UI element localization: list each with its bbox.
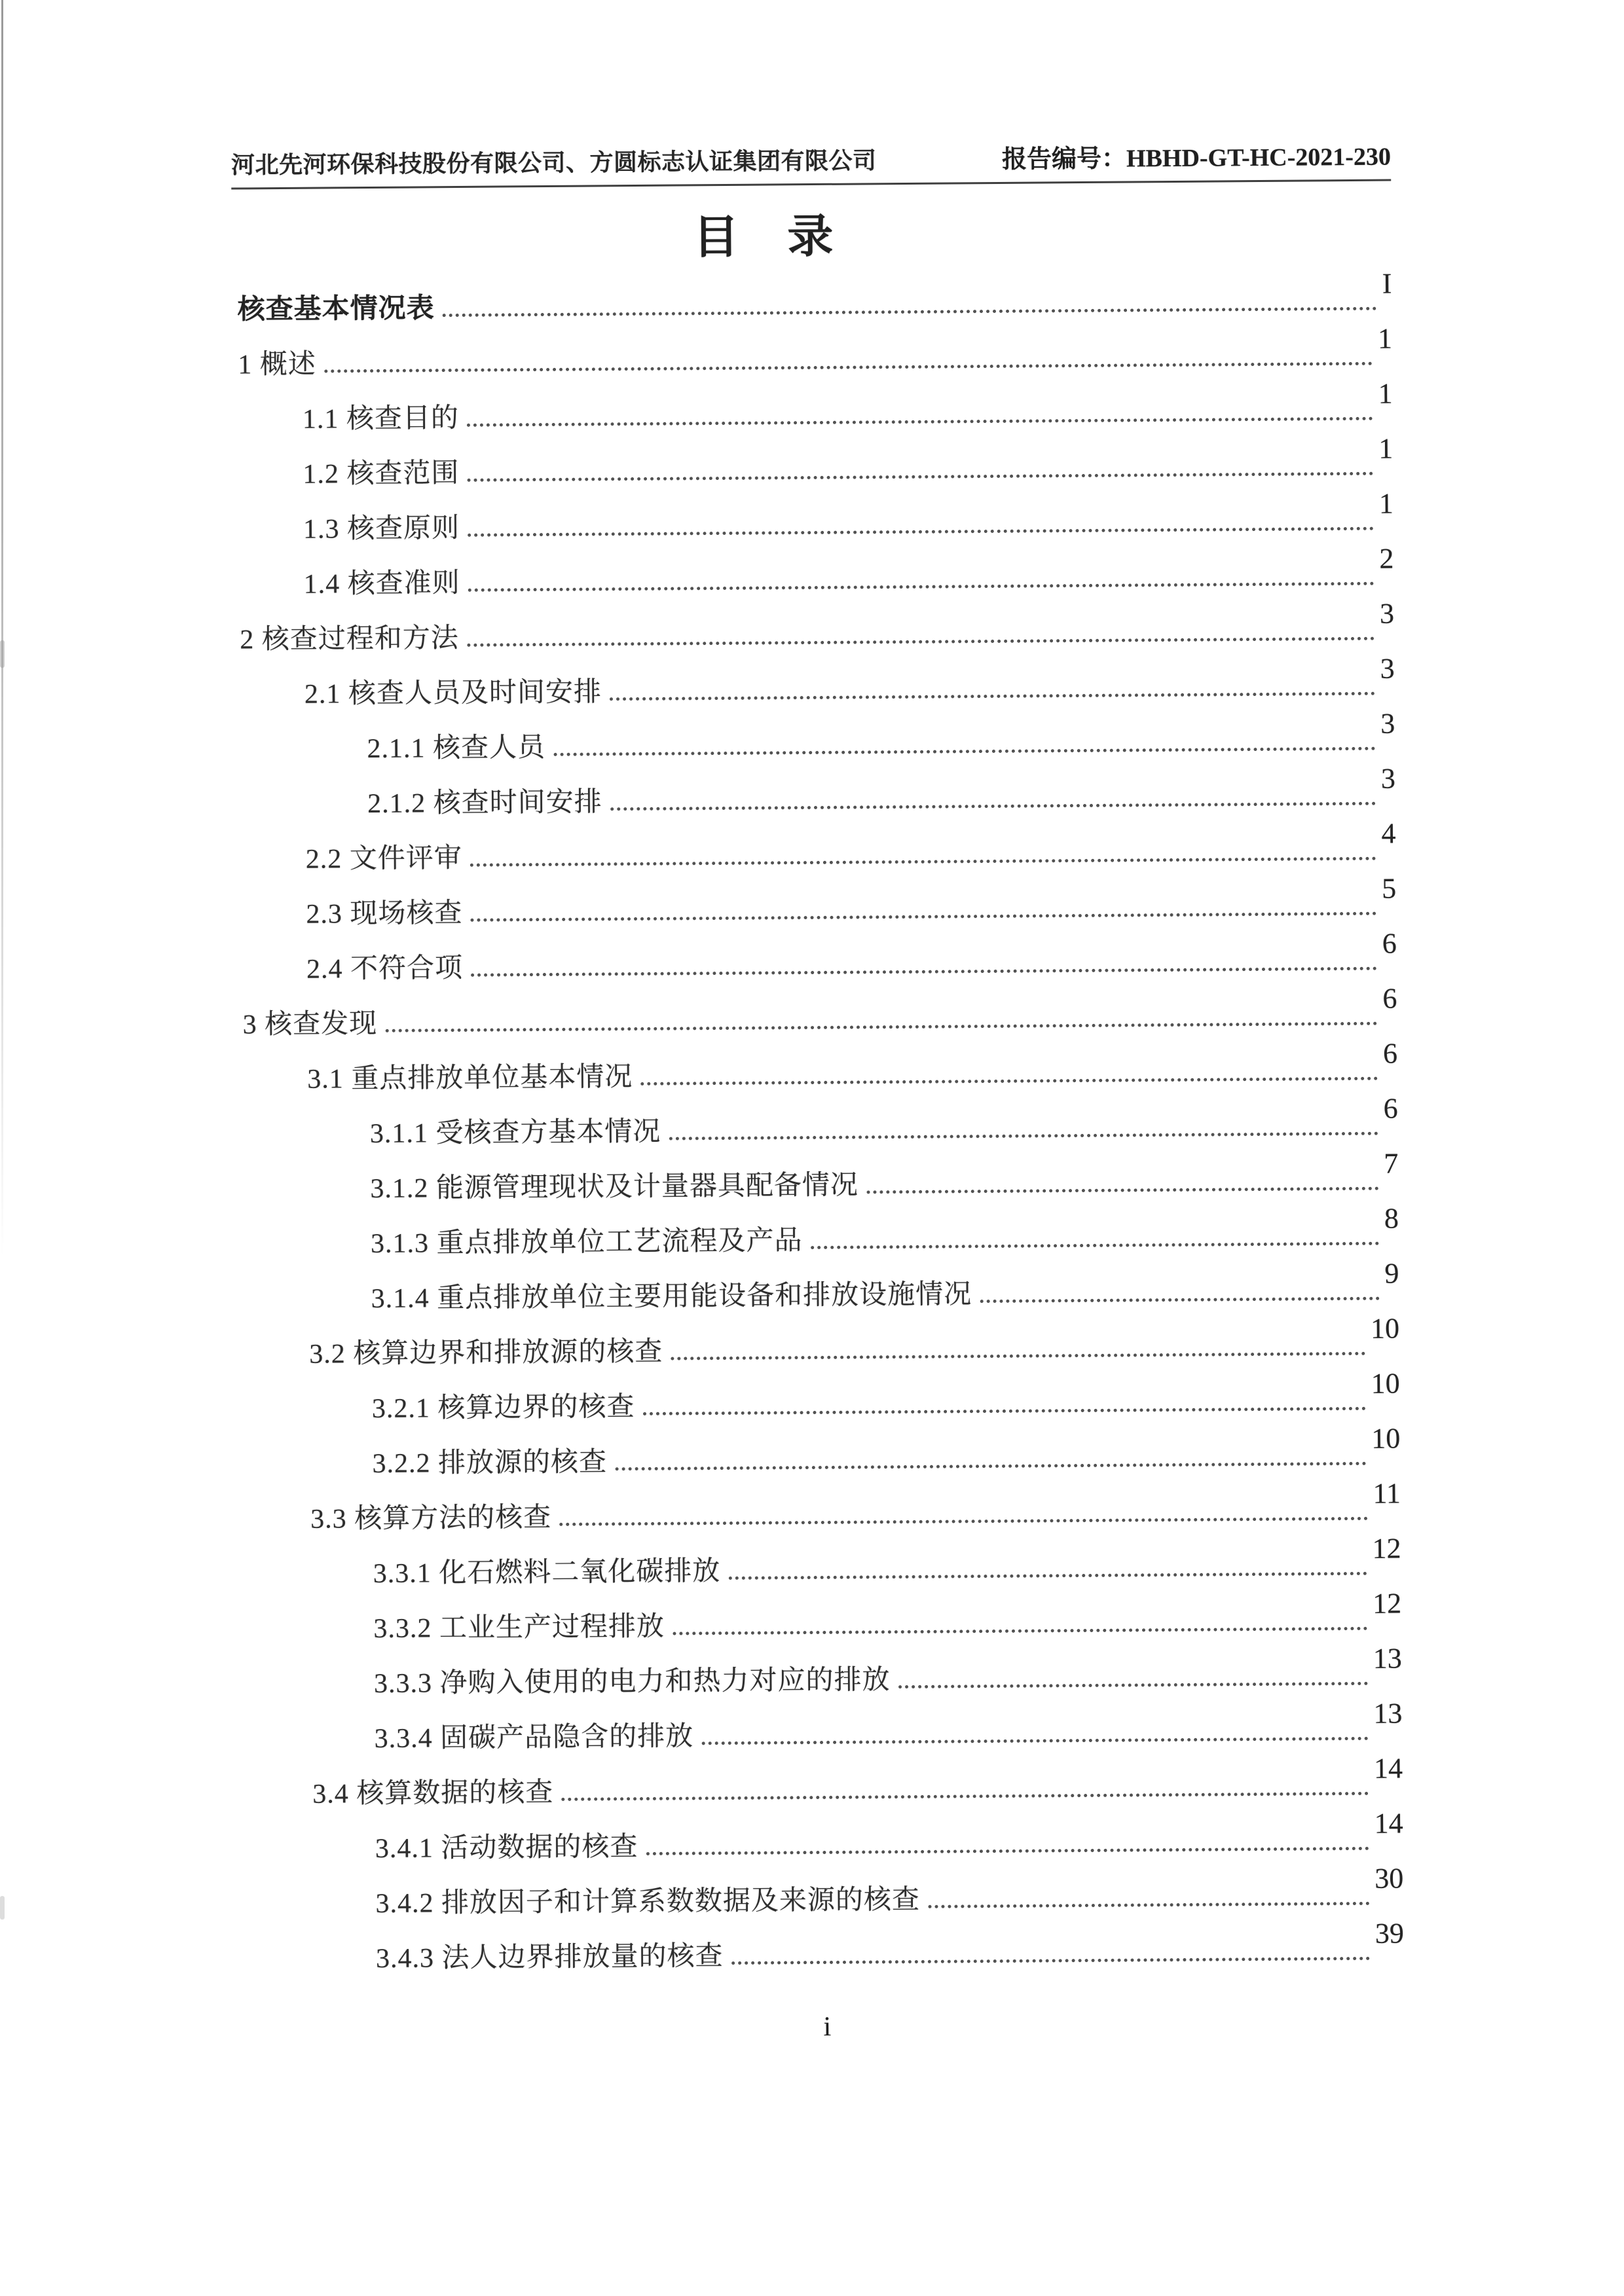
toc-row bbox=[312, 1754, 1403, 1817]
toc-row bbox=[367, 762, 1396, 828]
toc-entry-label: 3.4 核算数据的核查 bbox=[312, 1777, 554, 1810]
toc-dot-leader bbox=[701, 1737, 1368, 1745]
toc-entry-page: 9 bbox=[1384, 1257, 1399, 1290]
toc-dot-leader bbox=[471, 967, 1377, 977]
toc-row bbox=[242, 982, 1397, 1048]
toc-row bbox=[309, 1312, 1400, 1377]
toc-row bbox=[373, 1534, 1401, 1597]
toc-entry-label: 2.4 不符合项 bbox=[306, 953, 464, 985]
toc-entry-page: 13 bbox=[1373, 1642, 1402, 1675]
toc-row bbox=[310, 1479, 1401, 1542]
toc-entry-page: 14 bbox=[1373, 1752, 1403, 1785]
header-report-number: 报告编号：HBHD-GT-HC-2021-230 bbox=[1001, 143, 1392, 173]
toc-entry-label: 2.1.2 核查时间安排 bbox=[367, 787, 602, 820]
toc-entry-page: 1 bbox=[1378, 377, 1393, 410]
toc-entry-label: 核查基本情况表 bbox=[237, 293, 435, 325]
toc-dot-leader bbox=[385, 1022, 1377, 1032]
toc-entry-page: 6 bbox=[1382, 982, 1397, 1015]
toc-entry-page: 3 bbox=[1380, 707, 1395, 740]
toc-entry-label: 3.4.2 排放因子和计算系数数据及来源的核查 bbox=[375, 1884, 921, 1919]
toc-dot-leader bbox=[561, 1792, 1369, 1801]
header-rule bbox=[231, 179, 1391, 190]
table-of-contents bbox=[237, 267, 1405, 1983]
toc-entry-label: 3.3.2 工业生产过程排放 bbox=[373, 1611, 665, 1645]
toc-row bbox=[303, 487, 1394, 553]
toc-entry-label: 3.1.1 受核查方基本情况 bbox=[369, 1116, 661, 1150]
toc-entry-label: 1.1 核查目的 bbox=[302, 403, 460, 435]
toc-entry-page: 8 bbox=[1384, 1202, 1399, 1235]
toc-dot-leader bbox=[731, 1957, 1370, 1965]
toc-row bbox=[302, 377, 1393, 443]
toc-dot-leader bbox=[324, 362, 1373, 373]
toc-row bbox=[374, 1644, 1403, 1707]
toc-dot-leader bbox=[553, 747, 1375, 756]
toc-entry-page: 11 bbox=[1373, 1477, 1401, 1510]
toc-row bbox=[303, 432, 1393, 498]
toc-dot-leader bbox=[615, 1462, 1366, 1470]
toc-entry-label: 3.2.1 核算边界的核查 bbox=[371, 1392, 635, 1425]
toc-entry-page: 30 bbox=[1375, 1862, 1404, 1895]
toc-entry-page: 1 bbox=[1378, 487, 1394, 520]
toc-row bbox=[304, 652, 1395, 718]
toc-entry-label: 3.4.1 活动数据的核查 bbox=[375, 1832, 638, 1864]
toc-entry-label: 3.3.1 化石燃料二氧化碳排放 bbox=[373, 1556, 721, 1590]
toc-dot-leader bbox=[640, 1077, 1378, 1085]
toc-entry-label: 3.3.3 净购入使用的电力和热力对应的排放 bbox=[373, 1665, 891, 1699]
toc-dot-leader bbox=[610, 802, 1376, 811]
toc-dot-leader bbox=[928, 1902, 1370, 1908]
toc-entry-page: 6 bbox=[1382, 927, 1397, 960]
toc-row bbox=[371, 1367, 1401, 1432]
toc-entry-page: 1 bbox=[1378, 432, 1393, 465]
toc-entry-label: 1.3 核查原则 bbox=[303, 513, 460, 545]
toc-entry-label: 2.3 现场核查 bbox=[306, 898, 463, 930]
toc-entry-page: 10 bbox=[1370, 1312, 1400, 1345]
toc-dot-leader bbox=[610, 692, 1375, 701]
toc-entry-page: 1 bbox=[1377, 322, 1393, 355]
toc-entry-page: 13 bbox=[1373, 1697, 1403, 1730]
toc-entry-label: 3.1 重点排放单位基本情况 bbox=[307, 1062, 633, 1095]
toc-entry-page: 12 bbox=[1372, 1532, 1401, 1565]
toc-row bbox=[374, 1699, 1403, 1762]
toc-row bbox=[370, 1147, 1399, 1212]
toc-entry-label: 2.1 核查人员及时间安排 bbox=[304, 677, 602, 710]
toc-dot-leader bbox=[467, 417, 1373, 427]
toc-dot-leader bbox=[468, 472, 1374, 482]
toc-row bbox=[303, 542, 1394, 608]
toc-row bbox=[305, 817, 1396, 883]
toc-row bbox=[238, 322, 1393, 388]
toc-row bbox=[376, 1919, 1405, 1982]
toc-dot-leader bbox=[811, 1242, 1379, 1249]
toc-row bbox=[375, 1864, 1404, 1927]
toc-dot-leader bbox=[470, 912, 1376, 922]
toc-entry-page: 4 bbox=[1381, 817, 1396, 850]
toc-entry-label: 3.1.4 重点排放单位主要用能设备和排放设施情况 bbox=[371, 1279, 972, 1315]
toc-dot-leader bbox=[898, 1682, 1369, 1688]
toc-entry-label: 3.2 核算边界和排放源的核查 bbox=[309, 1336, 663, 1370]
toc-row bbox=[373, 1589, 1402, 1652]
toc-entry-label: 3.3 核算方法的核查 bbox=[310, 1503, 552, 1535]
scan-smudge-artifact bbox=[0, 1896, 5, 1920]
toc-entry-label: 3.1.2 能源管理现状及计量器具配备情况 bbox=[370, 1170, 859, 1205]
toc-entry-page: 10 bbox=[1371, 1422, 1401, 1455]
toc-entry-page: 6 bbox=[1382, 1037, 1398, 1070]
toc-entry-page: 3 bbox=[1380, 762, 1396, 795]
toc-row bbox=[306, 927, 1397, 993]
toc-entry-label: 3.4.3 法人边界排放量的核查 bbox=[375, 1941, 724, 1974]
page-header bbox=[231, 136, 1391, 181]
toc-dot-leader bbox=[669, 1132, 1378, 1140]
toc-entry-label: 3.2.2 排放源的核查 bbox=[372, 1447, 608, 1480]
footer-page-number: i bbox=[823, 2011, 832, 2042]
toc-entry-label: 3 核查发现 bbox=[242, 1008, 378, 1040]
toc-row bbox=[307, 1037, 1398, 1102]
toc-dot-leader bbox=[671, 1352, 1365, 1360]
toc-entry-label: 2.1.1 核查人员 bbox=[367, 733, 546, 765]
toc-dot-leader bbox=[728, 1572, 1367, 1580]
toc-entry-label: 2 核查过程和方法 bbox=[240, 623, 459, 655]
toc-dot-leader bbox=[467, 637, 1375, 647]
toc-row bbox=[306, 872, 1397, 938]
toc-entry-label: 3.3.4 固碳产品隐含的排放 bbox=[374, 1721, 694, 1754]
toc-entry-page: 5 bbox=[1381, 872, 1397, 905]
toc-row bbox=[375, 1809, 1403, 1872]
toc-row bbox=[371, 1257, 1399, 1322]
toc-entry-page: 3 bbox=[1380, 652, 1395, 685]
toc-dot-leader bbox=[470, 857, 1376, 867]
toc-dot-leader bbox=[443, 307, 1377, 317]
toc-dot-leader bbox=[468, 582, 1375, 592]
toc-dot-leader bbox=[646, 1847, 1369, 1855]
toc-entry-page: 12 bbox=[1372, 1587, 1402, 1620]
toc-entry-page: 7 bbox=[1384, 1147, 1399, 1180]
toc-entry-page: 10 bbox=[1371, 1367, 1400, 1400]
toc-entry-page: 6 bbox=[1383, 1092, 1398, 1125]
toc-entry-page: 2 bbox=[1379, 542, 1394, 575]
header-company-names: 河北先河环保科技股份有限公司、方圆标志认证集团有限公司 bbox=[231, 147, 877, 179]
toc-row bbox=[370, 1202, 1399, 1267]
toc-entry-page: I bbox=[1382, 267, 1392, 300]
toc-entry-page: 14 bbox=[1374, 1807, 1403, 1840]
toc-dot-leader bbox=[980, 1297, 1380, 1303]
toc-entry-page: 39 bbox=[1375, 1917, 1405, 1950]
toc-dot-leader bbox=[468, 527, 1374, 537]
toc-row bbox=[240, 597, 1395, 663]
page-title: 目 录 bbox=[693, 211, 835, 264]
toc-entry-page: 3 bbox=[1379, 597, 1395, 630]
toc-entry-label: 1 概述 bbox=[238, 349, 316, 380]
toc-dot-leader bbox=[866, 1187, 1379, 1194]
toc-entry-label: 1.4 核查准则 bbox=[303, 568, 460, 600]
toc-dot-leader bbox=[673, 1627, 1367, 1635]
toc-dot-leader bbox=[559, 1517, 1368, 1526]
toc-entry-label: 3.1.3 重点排放单位工艺流程及产品 bbox=[370, 1226, 803, 1260]
toc-entry-label: 2.2 文件评审 bbox=[305, 843, 462, 875]
toc-row bbox=[372, 1422, 1401, 1487]
toc-dot-leader bbox=[642, 1407, 1365, 1415]
toc-entry-label: 1.2 核查范围 bbox=[303, 458, 460, 490]
toc-row bbox=[369, 1092, 1398, 1157]
toc-row bbox=[237, 267, 1392, 333]
toc-row bbox=[367, 707, 1395, 773]
